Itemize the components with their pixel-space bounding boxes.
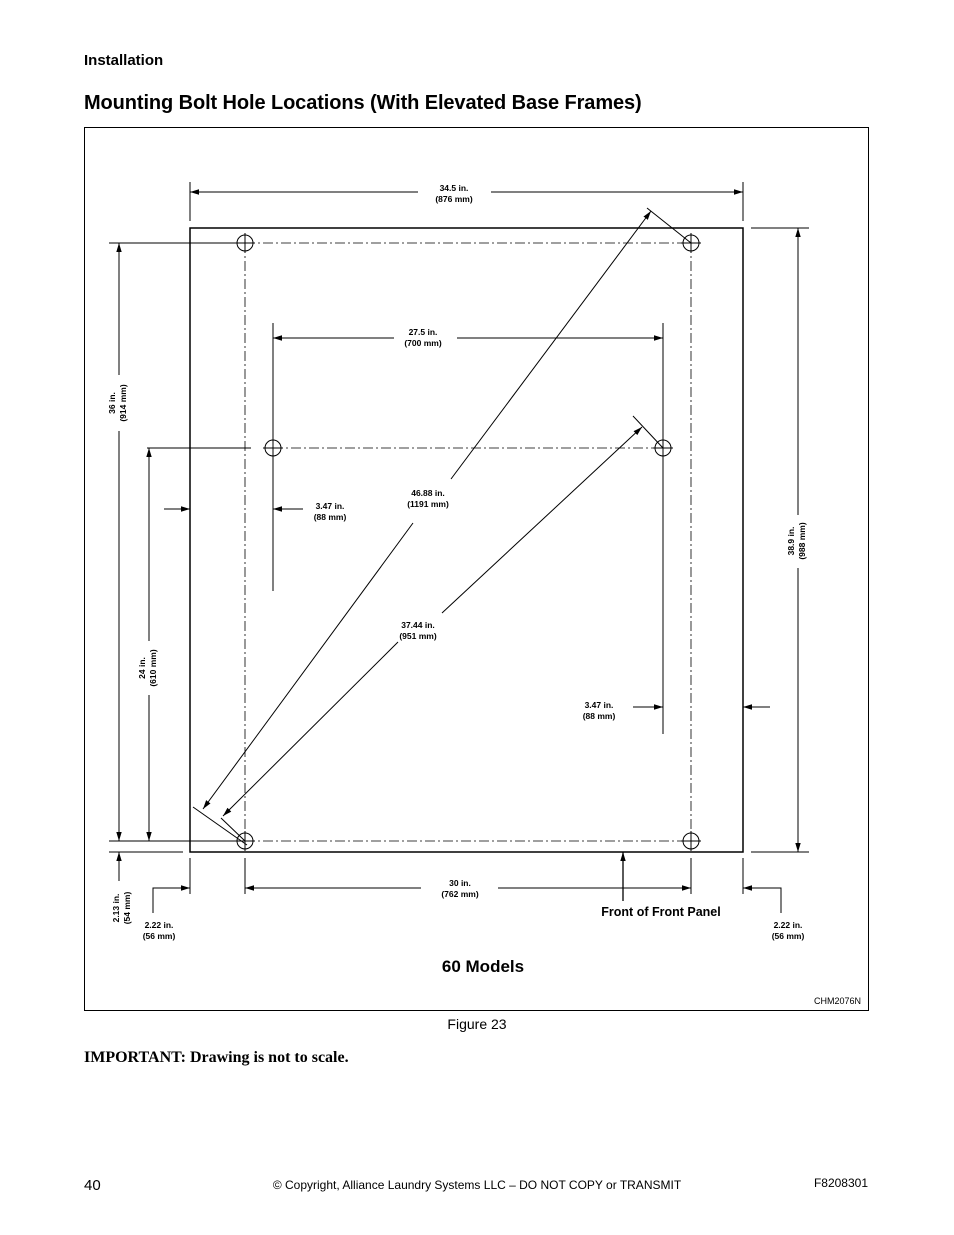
drawing-code: CHM2076N (813, 996, 861, 1006)
dim-right-offset: 3.47 in. (584, 700, 614, 710)
dim-left-offset-mm: (88 mm) (313, 512, 347, 522)
dimension-labels (107, 183, 807, 941)
important-note: IMPORTANT: Drawing is not to scale. (84, 1049, 349, 1066)
dim-inner-width-mm: (700 mm) (404, 338, 442, 348)
figure-caption: Figure 23 (447, 1016, 507, 1032)
dim-long-diagonal: 46.88 in. (411, 488, 445, 498)
front-panel-label: Front of Front Panel (601, 905, 721, 919)
dim-long-diagonal-mm: (1191 mm) (407, 499, 449, 509)
dim-bottom-width-mm: (762 mm) (441, 889, 479, 899)
dim-top-width: 34.5 in. (439, 183, 469, 193)
dim-right-height: 38.9 in. (786, 526, 796, 556)
dim-inner-height: 24 in. (137, 657, 147, 679)
dim-inner-width: 27.5 in. (408, 327, 438, 337)
document-code: F8208301 (813, 1176, 868, 1190)
dimension-lines (119, 192, 798, 913)
mounting-diagram-figure (84, 127, 869, 1011)
dim-front-offset: 2.13 in. (111, 893, 121, 923)
dim-right-edge: 2.22 in. (773, 920, 803, 930)
bolt-holes (235, 233, 701, 851)
dim-inner-height-mm: (610 mm) (148, 649, 158, 687)
dim-right-edge-mm: (56 mm) (771, 931, 805, 941)
dim-left-offset: 3.47 in. (315, 501, 345, 511)
page-title: Mounting Bolt Hole Locations (With Elevated Base Frames) (84, 92, 642, 114)
extension-lines (109, 182, 809, 894)
dim-left-edge: 2.22 in. (144, 920, 174, 930)
models-label: 60 Models (441, 957, 525, 976)
dim-front-offset-mm: (54 mm) (122, 891, 132, 925)
mounting-diagram (85, 128, 870, 1012)
page-number: 40 (84, 1177, 101, 1194)
dim-right-offset-mm: (88 mm) (582, 711, 616, 721)
dim-left-height: 36 in. (107, 392, 117, 414)
dim-left-edge-mm: (56 mm) (142, 931, 176, 941)
dim-short-diagonal: 37.44 in. (401, 620, 435, 630)
dim-left-height-mm: (914 mm) (118, 384, 128, 422)
dim-short-diagonal-mm: (951 mm) (399, 631, 437, 641)
dim-top-width-mm: (876 mm) (435, 194, 473, 204)
dim-bottom-width: 30 in. (449, 878, 471, 888)
dim-right-height-mm: (988 mm) (797, 522, 807, 560)
copyright-notice: © Copyright, Alliance Laundry Systems LLC – DO NOT COPY or TRANSMIT (272, 1178, 682, 1192)
center-lines (245, 243, 691, 841)
section-label: Installation (84, 52, 164, 69)
